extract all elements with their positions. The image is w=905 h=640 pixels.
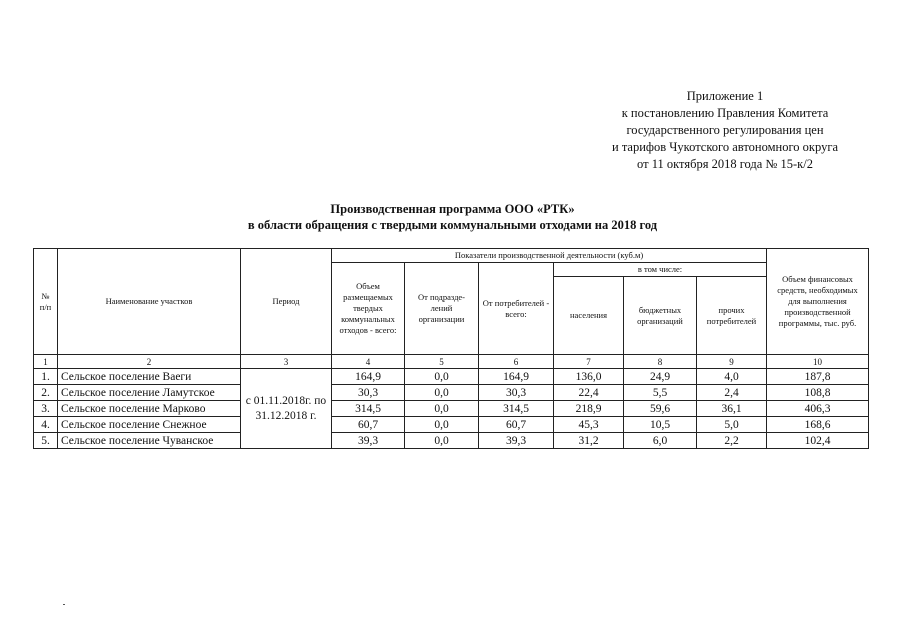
row-name: Сельское поселение Чуванское	[58, 433, 241, 449]
row-budget: 5,5	[624, 385, 697, 401]
period-cell: с 01.11.2018г. по 31.12.2018 г.	[241, 369, 332, 449]
row-other: 5,0	[697, 417, 767, 433]
row-population: 31,2	[554, 433, 624, 449]
column-number: 7	[554, 355, 624, 369]
header-from-consumers: От потребителей - всего:	[479, 263, 554, 355]
row-finance: 187,8	[767, 369, 869, 385]
row-number: 3.	[34, 401, 58, 417]
header-population: населения	[554, 277, 624, 355]
row-volume: 60,7	[332, 417, 405, 433]
column-number: 4	[332, 355, 405, 369]
title-line-2: в области обращения с твердыми коммунальными отходами на 2018 год	[247, 218, 658, 232]
row-population: 45,3	[554, 417, 624, 433]
appendix-line: к постановлению Правления Комитета	[621, 106, 829, 120]
row-finance: 102,4	[767, 433, 869, 449]
row-volume: 30,3	[332, 385, 405, 401]
row-finance: 168,6	[767, 417, 869, 433]
row-consumers: 39,3	[479, 433, 554, 449]
row-number: 1.	[34, 369, 58, 385]
column-number: 5	[405, 355, 479, 369]
header-including: в том числе:	[554, 263, 767, 277]
column-number-row	[34, 355, 869, 369]
row-divisions: 0,0	[405, 385, 479, 401]
header-finance: Объем финансовых средств, необходимых для выполнения производственной программы, тыс. руб.	[767, 249, 869, 355]
row-budget: 24,9	[624, 369, 697, 385]
header-num: № п/п	[34, 249, 58, 355]
row-volume: 314,5	[332, 401, 405, 417]
row-budget: 59,6	[624, 401, 697, 417]
row-other: 36,1	[697, 401, 767, 417]
row-volume: 39,3	[332, 433, 405, 449]
row-divisions: 0,0	[405, 401, 479, 417]
production-program-table	[33, 248, 869, 449]
column-number: 2	[58, 355, 241, 369]
row-name: Сельское поселение Снежное	[58, 417, 241, 433]
table-row	[34, 385, 869, 401]
header-indicators: Показатели производственной деятельности (куб.м)	[332, 249, 767, 263]
row-finance: 108,8	[767, 385, 869, 401]
row-budget: 10,5	[624, 417, 697, 433]
row-population: 218,9	[554, 401, 624, 417]
row-other: 2,4	[697, 385, 767, 401]
header-other: прочих потребителей	[697, 277, 767, 355]
row-number: 5.	[34, 433, 58, 449]
row-name: Сельское поселение Марково	[58, 401, 241, 417]
row-number: 2.	[34, 385, 58, 401]
row-budget: 6,0	[624, 433, 697, 449]
column-number: 9	[697, 355, 767, 369]
title-line-1: Производственная программа ООО «РТК»	[330, 202, 575, 216]
row-consumers: 314,5	[479, 401, 554, 417]
scan-speck	[63, 604, 65, 605]
row-name: Сельское поселение Ваеги	[58, 369, 241, 385]
row-divisions: 0,0	[405, 433, 479, 449]
appendix-line: от 11 октября 2018 года № 15-к/2	[637, 157, 813, 171]
row-consumers: 164,9	[479, 369, 554, 385]
appendix-block	[590, 88, 860, 173]
document-title	[0, 201, 905, 233]
row-divisions: 0,0	[405, 417, 479, 433]
column-number: 1	[34, 355, 58, 369]
row-population: 22,4	[554, 385, 624, 401]
row-finance: 406,3	[767, 401, 869, 417]
appendix-line: Приложение 1	[686, 89, 764, 103]
row-number: 4.	[34, 417, 58, 433]
column-number: 10	[767, 355, 869, 369]
column-number: 6	[479, 355, 554, 369]
row-divisions: 0,0	[405, 369, 479, 385]
header-period: Период	[241, 249, 332, 355]
row-other: 2,2	[697, 433, 767, 449]
table-row	[34, 433, 869, 449]
row-other: 4,0	[697, 369, 767, 385]
table-row	[34, 417, 869, 433]
header-name: Наименование участков	[58, 249, 241, 355]
row-volume: 164,9	[332, 369, 405, 385]
row-consumers: 30,3	[479, 385, 554, 401]
column-number: 8	[624, 355, 697, 369]
header-from-divisions: От подразде-лений организации	[405, 263, 479, 355]
header-volume: Объем размещаемых твердых коммунальных отходов - всего:	[332, 263, 405, 355]
header-budget: бюджетных организаций	[624, 277, 697, 355]
column-number: 3	[241, 355, 332, 369]
table-row	[34, 369, 869, 385]
table-row	[34, 401, 869, 417]
appendix-line: и тарифов Чукотского автономного округа	[612, 140, 838, 154]
row-name: Сельское поселение Ламутское	[58, 385, 241, 401]
row-population: 136,0	[554, 369, 624, 385]
row-consumers: 60,7	[479, 417, 554, 433]
appendix-line: государственного регулирования цен	[626, 123, 824, 137]
